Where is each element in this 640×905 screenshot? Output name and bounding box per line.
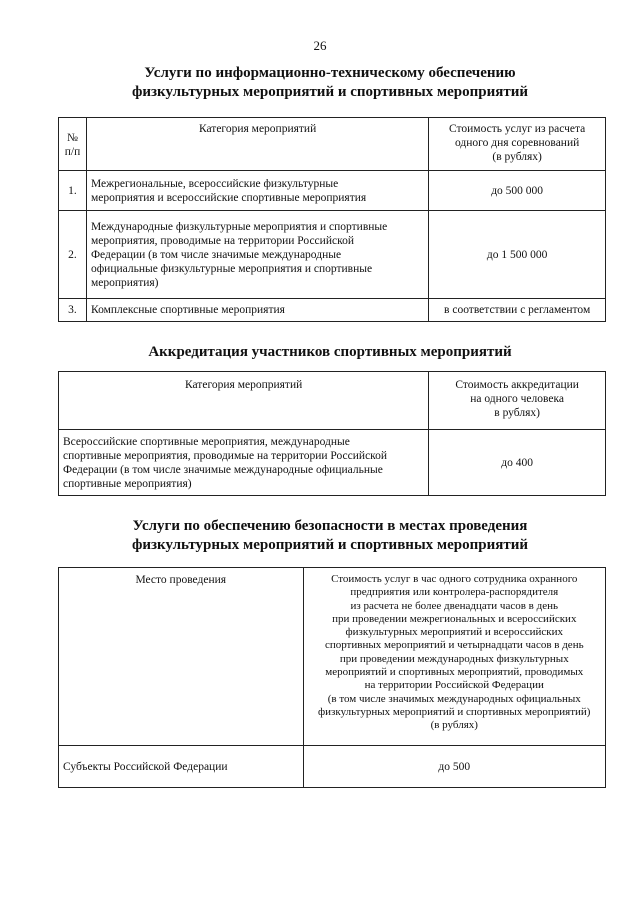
row-cost: в соответствии с регламентом bbox=[429, 299, 606, 322]
security-table bbox=[58, 567, 606, 788]
section-title-it-support bbox=[60, 64, 600, 102]
header-cost: Стоимость услуг из расчета одного дня соревнований (в рублях) bbox=[429, 118, 606, 171]
table-header-row bbox=[59, 118, 606, 171]
table-row bbox=[59, 430, 606, 496]
row-cost: до 400 bbox=[429, 430, 606, 496]
table-header-row bbox=[59, 568, 606, 746]
row-number: 1. bbox=[59, 171, 87, 211]
page-number: 26 bbox=[313, 38, 327, 53]
row-category: Комплексные спортивные мероприятия bbox=[86, 299, 428, 322]
section-title-line: Услуги по обеспечению безопасности в местах проведения bbox=[132, 518, 528, 534]
header-cost: Стоимость услуг в час одного сотрудника охранного предприятия или контролера-распорядителя из расчета не более двенадцати часов в день при проведении межрегиональных и всероссийских физкультурных мероприятий и всероссийских спортивных мероприятий и четырнадцати часов в день при проведении международных физкультурных мероприятий и спортивных мероприятий, проводимых на территории Российской Федерации (в том числе значимых международных официальных физкультурных мероприятий и спортивных мероприятий) (в рублях) bbox=[303, 568, 605, 746]
section-title-line: физкультурных мероприятий и спортивных мероприятий bbox=[131, 537, 529, 553]
row-cost: до 500 000 bbox=[429, 171, 606, 211]
header-place: Место проведения bbox=[59, 568, 304, 746]
accreditation-table bbox=[58, 371, 606, 496]
row-number: 2. bbox=[59, 211, 87, 299]
table-header-row bbox=[59, 372, 606, 430]
table-row bbox=[59, 746, 606, 788]
row-place: Субъекты Российской Федерации bbox=[59, 746, 304, 788]
section-title-security bbox=[60, 517, 600, 555]
it-support-table bbox=[58, 117, 606, 322]
row-category: Всероссийские спортивные мероприятия, международные спортивные мероприятия, проводимые на территории Российской Федерации (в том числе значимые международные официальные спортивные мероприятия) bbox=[59, 430, 429, 496]
row-category: Международные физкультурные мероприятия и спортивные мероприятия, проводимые на территории Российской Федерации (в том числе значимые международные официальные физкультурные мероприятия и спортивные мероприятия) bbox=[86, 211, 428, 299]
table-row bbox=[59, 171, 606, 211]
row-category: Межрегиональные, всероссийские физкультурные мероприятия и всероссийские спортивные мероприятия bbox=[86, 171, 428, 211]
row-number: 3. bbox=[59, 299, 87, 322]
table-row bbox=[59, 211, 606, 299]
table-row bbox=[59, 299, 606, 322]
header-category: Категория мероприятий bbox=[59, 372, 429, 430]
section-title-line: физкультурных мероприятий и спортивных мероприятий bbox=[131, 84, 529, 100]
header-cost: Стоимость аккредитации на одного человека в рублях) bbox=[429, 372, 606, 430]
header-category: Категория мероприятий bbox=[86, 118, 428, 171]
section-title-accreditation: Аккредитация участников спортивных мероприятий bbox=[148, 344, 512, 360]
row-cost: до 1 500 000 bbox=[429, 211, 606, 299]
header-number: № п/п bbox=[59, 118, 87, 171]
row-cost: до 500 bbox=[303, 746, 605, 788]
section-title-line: Услуги по информационно-техническому обеспечению bbox=[144, 65, 516, 81]
